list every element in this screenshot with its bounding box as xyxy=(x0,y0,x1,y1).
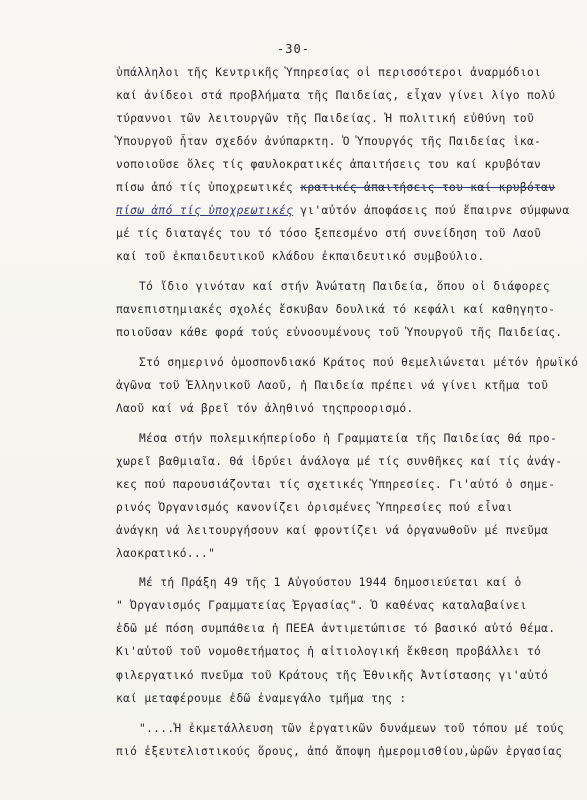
text-line: " Ὀργανισμός Γραμματείας Ἐργασίας". Ὁ καθένας καταλαβαίνει xyxy=(116,599,527,612)
struck-line-prefix: πίσω ἀπό τίς ὑποχρεωτικές xyxy=(116,181,301,194)
struck-text-line xyxy=(116,181,555,194)
text-line: Τό ἴδιο γινόταν καί στήν Ἀνώτατη Παιδεία, ὅπου οἱ διάφορες xyxy=(139,280,550,293)
handwritten-insert: πίσω ἀπό τίς ὑποχρεωτικές xyxy=(116,204,294,217)
text-line: χωρεῖ βαθμιαῖα. Θά ἱδρύει ἀνάλογα μέ τίς συνθῆκες καί τίς ἀνάγ- xyxy=(116,455,563,468)
text-line: ἀγῶνα τοῦ Ἑλληνικοῦ Λαοῦ, ἡ Παιδεία πρέπει νά γίνει κτῆμα τοῦ xyxy=(116,379,549,392)
text-line: καί τοῦ ἐκπαιδευτικοῦ κλάδου ἐκπαιδευτικό συμβούλιο. xyxy=(116,250,485,263)
text-line: νοποιοῦσε ὅλες τίς φαυλοκρατικές ἀπαιτήσεις του καί κρυβόταν xyxy=(116,158,542,171)
corrected-text-line xyxy=(116,204,569,217)
text-line: κες πού παρουσιάζονται τίς σχετικές Ὑπηρεσίες. Γι'αὐτό ὁ σημε- xyxy=(116,478,556,491)
text-line: ὑπάλληλοι τῆς Κεντρικῆς Ὑπηρεσίας οἱ περισσότεροι ἀναρμόδιοι xyxy=(116,66,542,79)
text-line: Ὑπουργοῦ ἦταν σχεδόν ἀνύπαρκτη. Ὁ Ὑπουργός τῆς Παιδείας ἱκα- xyxy=(116,135,542,148)
text-line: Μέσα στήν πολεμικήπερίοδο ἡ Γραμματεία τῆς Παιδείας θά προ- xyxy=(139,432,558,445)
text-line: ποιοῦσαν κάθε φορά τούς εὐνοουμένους τοῦ Ὑπουργοῦ τῆς Παιδείας. xyxy=(116,326,563,339)
text-line: πανεπιστημιακές σχολές ἔσκυβαν δουλικά τό κεφάλι καί καθηγητο- xyxy=(116,303,556,316)
text-line: ἐδῶ μέ πόση συμπάθεια ἡ ΠΕΕΑ ἀντιμετώπισε τό βασικό αὐτό θέμα. xyxy=(116,622,556,635)
text-line: τύραννοι τῶν λειτουργῶν τῆς Παιδείας. Ἡ πολιτική εὐθύνη τοῦ xyxy=(116,112,535,125)
struck-text: κρατικές ἀπαιτήσεις του καί κρυβόταν xyxy=(300,181,556,194)
page-number: -30- xyxy=(277,42,310,56)
text-line: λαοκρατικό..." xyxy=(116,547,216,560)
text-line: Στό σημερινό ὁμοσπονδιακό Κράτος πού θεμελιώνεται μέτόν ἡρωϊκό xyxy=(139,356,579,369)
text-line: ἀνάγκη νά λειτουργήσουν καί φροντίζει νά ὀργανωθοῦν μέ πνεῦμα xyxy=(116,524,549,537)
text-line: καί μεταφέρουμε ἐδῶ ἐναμεγάλο τμῆμα της : xyxy=(116,692,407,705)
text-line: Μέ τή Πράξη 49 τῆς 1 Αὐγούστου 1944 δημοσιεύεται καί ὁ xyxy=(139,576,522,589)
text-line: πιό ἐξευτελιστικούς ὅρους, ἀπό ἄποψη ἡμερομισθίου,ὡρῶν ἐργασίας xyxy=(116,745,563,758)
text-line: Λαοῦ καί νά βρεῖ τόν ἀληθινό τηςπροορισμό. xyxy=(116,402,414,415)
text-line: καί ἀνίδεοι στά προβλήματα τῆς Παιδείας, εἶχαν γίνει λίγο πολύ xyxy=(116,89,556,102)
text-line: μέ τίς διαταγές του τό τόσο ξεπεσμένο στή συνείδηση τοῦ Λαοῦ xyxy=(116,227,542,240)
text-line: φιλεργατικό πνεῦμα τοῦ Κράτους τῆς Ἐθνικῆς Ἀντίστασης γι'αὐτό xyxy=(116,669,549,682)
text-line: ρινός Ὀργανισμός κανονίζει ὁρισμένες Ὑπηρεσίες πού εἶναι xyxy=(116,501,513,514)
text-line: Κι'αὐτοῦ τοῦ νομοθετήματος ἡ αἰτιολογική ἔκθεση προβάλλει τό xyxy=(116,645,542,658)
corrected-line-rest: γι'αὐτόν ἀποφάσεις πού ἔπαιρνε σύμφωνα xyxy=(293,204,570,217)
text-line: "....Ἡ ἐκμετάλλευση τῶν ἐργατικῶν δυνάμεων τοῦ τόπου μέ τούς xyxy=(139,722,565,735)
